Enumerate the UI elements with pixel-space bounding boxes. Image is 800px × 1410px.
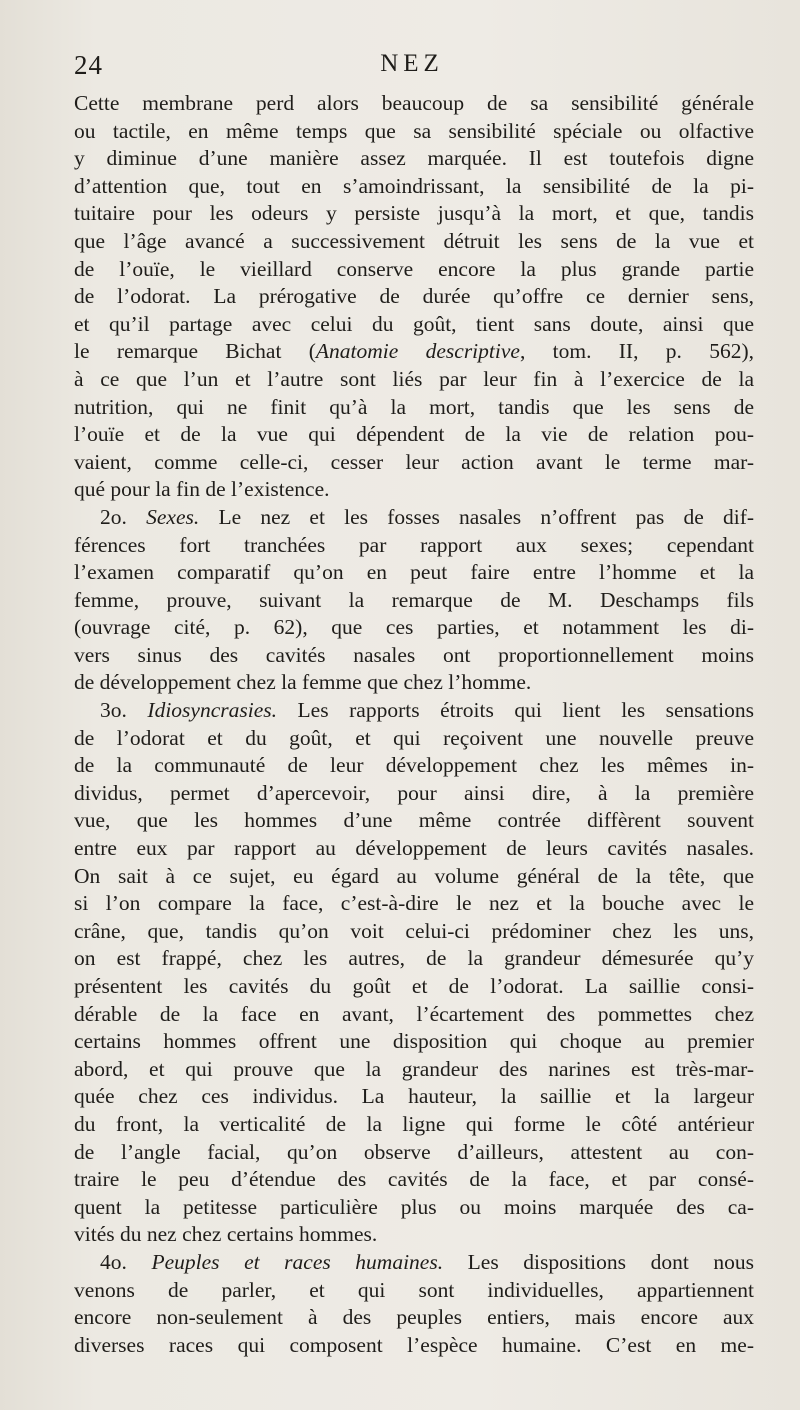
line-text-continued: Les dispositions dont nous bbox=[443, 1249, 754, 1274]
line-text-continued: Le nez et les fosses nasales n’offrent pas de dif- bbox=[199, 504, 755, 529]
text-line bbox=[74, 532, 754, 560]
line-text: l’ouïe et de la vue qui dépendent de la vie de relation pou- bbox=[74, 422, 754, 447]
line-text: on est frappé, chez les autres, de la grandeur démesurée qu’y bbox=[74, 946, 754, 971]
line-text: de développement chez la femme que chez l’homme. bbox=[74, 670, 532, 695]
section-heading: Peuples et races humaines. bbox=[151, 1249, 444, 1274]
line-text: vaient, comme celle-ci, cesser leur action avant le terme mar- bbox=[74, 449, 754, 474]
line-text: férences fort tranchées par rapport aux sexes; cependant bbox=[74, 532, 754, 557]
text-line bbox=[74, 476, 754, 504]
line-text: venons de parler, et qui sont individuelles, appartiennent bbox=[74, 1277, 754, 1302]
line-text: et qu’il partage avec celui du goût, tient sans doute, ainsi que bbox=[74, 311, 754, 336]
text-line bbox=[74, 614, 754, 642]
line-text: nutrition, qui ne finit qu’à la mort, tandis que les sens de bbox=[74, 394, 754, 419]
line-text: que l’âge avancé a successivement détruit les sens de la vue et bbox=[74, 228, 754, 253]
text-line bbox=[74, 1194, 754, 1222]
line-text: vue, que les hommes d’une même contrée diffèrent souvent bbox=[74, 808, 754, 833]
line-text: diverses races qui composent l’espèce humaine. C’est en me- bbox=[74, 1332, 754, 1357]
line-text: présentent les cavités du goût et de l’odorat. La saillie consi- bbox=[74, 974, 754, 998]
line-text: encore non-seulement à des peuples entiers, mais encore aux bbox=[74, 1305, 754, 1330]
text-line bbox=[74, 1332, 754, 1360]
text-line bbox=[74, 780, 754, 808]
text-line bbox=[74, 421, 754, 449]
text-line bbox=[74, 863, 754, 891]
text-line bbox=[74, 283, 754, 311]
line-text: qué pour la fin de l’existence. bbox=[74, 477, 330, 502]
line-text: femme, prouve, suivant la remarque de M. Deschamps fils bbox=[74, 587, 754, 612]
line-text: quent la petitesse particulière plus ou moins marquée des ca- bbox=[74, 1194, 754, 1219]
text-line bbox=[74, 697, 754, 725]
line-text: dérable de la face en avant, l’écartement des pommettes chez bbox=[74, 1001, 754, 1026]
line-text: tuitaire pour les odeurs y persiste jusqu’à la mort, et que, tandis bbox=[74, 201, 754, 226]
text-line bbox=[74, 228, 754, 256]
text-line bbox=[74, 642, 754, 670]
line-text: dividus, permet d’apercevoir, pour ainsi dire, à la première bbox=[74, 780, 754, 805]
line-text: crâne, que, tandis qu’on voit celui-ci prédominer chez les uns, bbox=[74, 918, 754, 943]
line-text: de la communauté de leur développement chez les mêmes in- bbox=[74, 753, 754, 778]
line-text: vités du nez chez certains hommes. bbox=[74, 1222, 378, 1247]
text-line bbox=[74, 449, 754, 477]
text-line bbox=[74, 1139, 754, 1167]
text-line bbox=[74, 173, 754, 201]
line-text: du front, la verticalité de la ligne qui forme le côté antérieur bbox=[74, 1111, 754, 1136]
line-text: si l’on compare la face, c’est-à-dire le nez et la bouche avec le bbox=[74, 891, 754, 916]
text-line bbox=[74, 311, 754, 339]
line-text: de l’ouïe, le vieillard conserve encore la plus grande partie bbox=[74, 256, 754, 281]
line-text: vers sinus des cavités nasales ont proportionnellement moins bbox=[74, 642, 754, 667]
line-text: 2o. bbox=[100, 504, 147, 529]
text-line bbox=[74, 90, 754, 118]
text-line bbox=[74, 1304, 754, 1332]
running-title: NEZ bbox=[380, 50, 444, 77]
line-text: certains hommes offrent une disposition qui choque au premier bbox=[74, 1029, 754, 1054]
text-line bbox=[74, 725, 754, 753]
line-text: l’examen comparatif qu’on en peut faire entre l’homme et la bbox=[74, 560, 754, 585]
line-text: 4o. bbox=[100, 1249, 152, 1274]
text-line bbox=[74, 394, 754, 422]
text-line bbox=[74, 1001, 754, 1029]
text-line bbox=[74, 918, 754, 946]
text-line bbox=[74, 366, 754, 394]
line-text: d’attention que, tout en s’amoindrissant, la sensibilité de la pi- bbox=[74, 173, 754, 198]
text-line bbox=[74, 835, 754, 863]
text-line bbox=[74, 1028, 754, 1056]
page-header bbox=[74, 50, 750, 90]
text-line bbox=[74, 807, 754, 835]
text-line bbox=[74, 338, 754, 366]
line-text: (ouvrage cité, p. 62), que ces parties, et notamment les di- bbox=[74, 615, 754, 640]
text-line bbox=[74, 945, 754, 973]
line-text: quée chez ces individus. La hauteur, la saillie et la largeur bbox=[74, 1084, 754, 1109]
text-line bbox=[74, 200, 754, 228]
line-text: On sait à ce sujet, eu égard au volume général de la tête, que bbox=[74, 863, 754, 888]
text-line bbox=[74, 1166, 754, 1194]
line-text: abord, et qui prouve que la grandeur des narines est très-mar- bbox=[74, 1056, 754, 1081]
text-line bbox=[74, 1221, 754, 1249]
line-text: entre eux par rapport au développement de leurs cavités nasales. bbox=[74, 836, 754, 861]
text-line bbox=[74, 256, 754, 284]
text-line bbox=[74, 587, 754, 615]
line-text: traire le peu d’étendue des cavités de la face, et par consé- bbox=[74, 1167, 754, 1192]
text-line bbox=[74, 752, 754, 780]
text-line bbox=[74, 118, 754, 146]
line-text: de l’angle facial, qu’on observe d’ailleurs, attestent au con- bbox=[74, 1139, 754, 1164]
text-line bbox=[74, 1111, 754, 1139]
text-line bbox=[74, 559, 754, 587]
line-text-continued: Les rapports étroits qui lient les sensations bbox=[277, 698, 755, 723]
text-line bbox=[74, 1277, 754, 1305]
line-text: de l’odorat. La prérogative de durée qu’offre ce dernier sens, bbox=[74, 284, 754, 309]
line-text: à ce que l’un et l’autre sont liés par leur fin à l’exercice de la bbox=[74, 366, 754, 391]
line-text: 3o. bbox=[100, 698, 148, 723]
text-line bbox=[74, 1249, 754, 1277]
section-heading: Idiosyncrasies. bbox=[147, 698, 277, 723]
text-line bbox=[74, 145, 754, 173]
text-line bbox=[74, 973, 754, 1001]
text-line bbox=[74, 1083, 754, 1111]
text-line bbox=[74, 1056, 754, 1084]
line-text: de l’odorat et du goût, et qui reçoivent une nouvelle preuve bbox=[74, 725, 754, 750]
text-line bbox=[74, 669, 754, 697]
section-heading: Sexes. bbox=[146, 504, 200, 529]
line-text: Cette membrane perd alors beaucoup de sa sensibilité générale bbox=[74, 91, 754, 115]
line-text-continued: , tom. II, p. 562), bbox=[519, 339, 754, 364]
citation-title: Anatomie descriptive bbox=[315, 339, 520, 364]
line-text: le remarque Bichat ( bbox=[74, 339, 316, 364]
text-line bbox=[74, 504, 754, 532]
text-line bbox=[74, 890, 754, 918]
body-text bbox=[74, 90, 754, 1359]
page-number: 24 bbox=[74, 50, 103, 80]
line-text: y diminue d’une manière assez marquée. Il est toutefois digne bbox=[74, 146, 754, 171]
line-text: ou tactile, en même temps que sa sensibilité spéciale ou olfactive bbox=[74, 118, 754, 143]
